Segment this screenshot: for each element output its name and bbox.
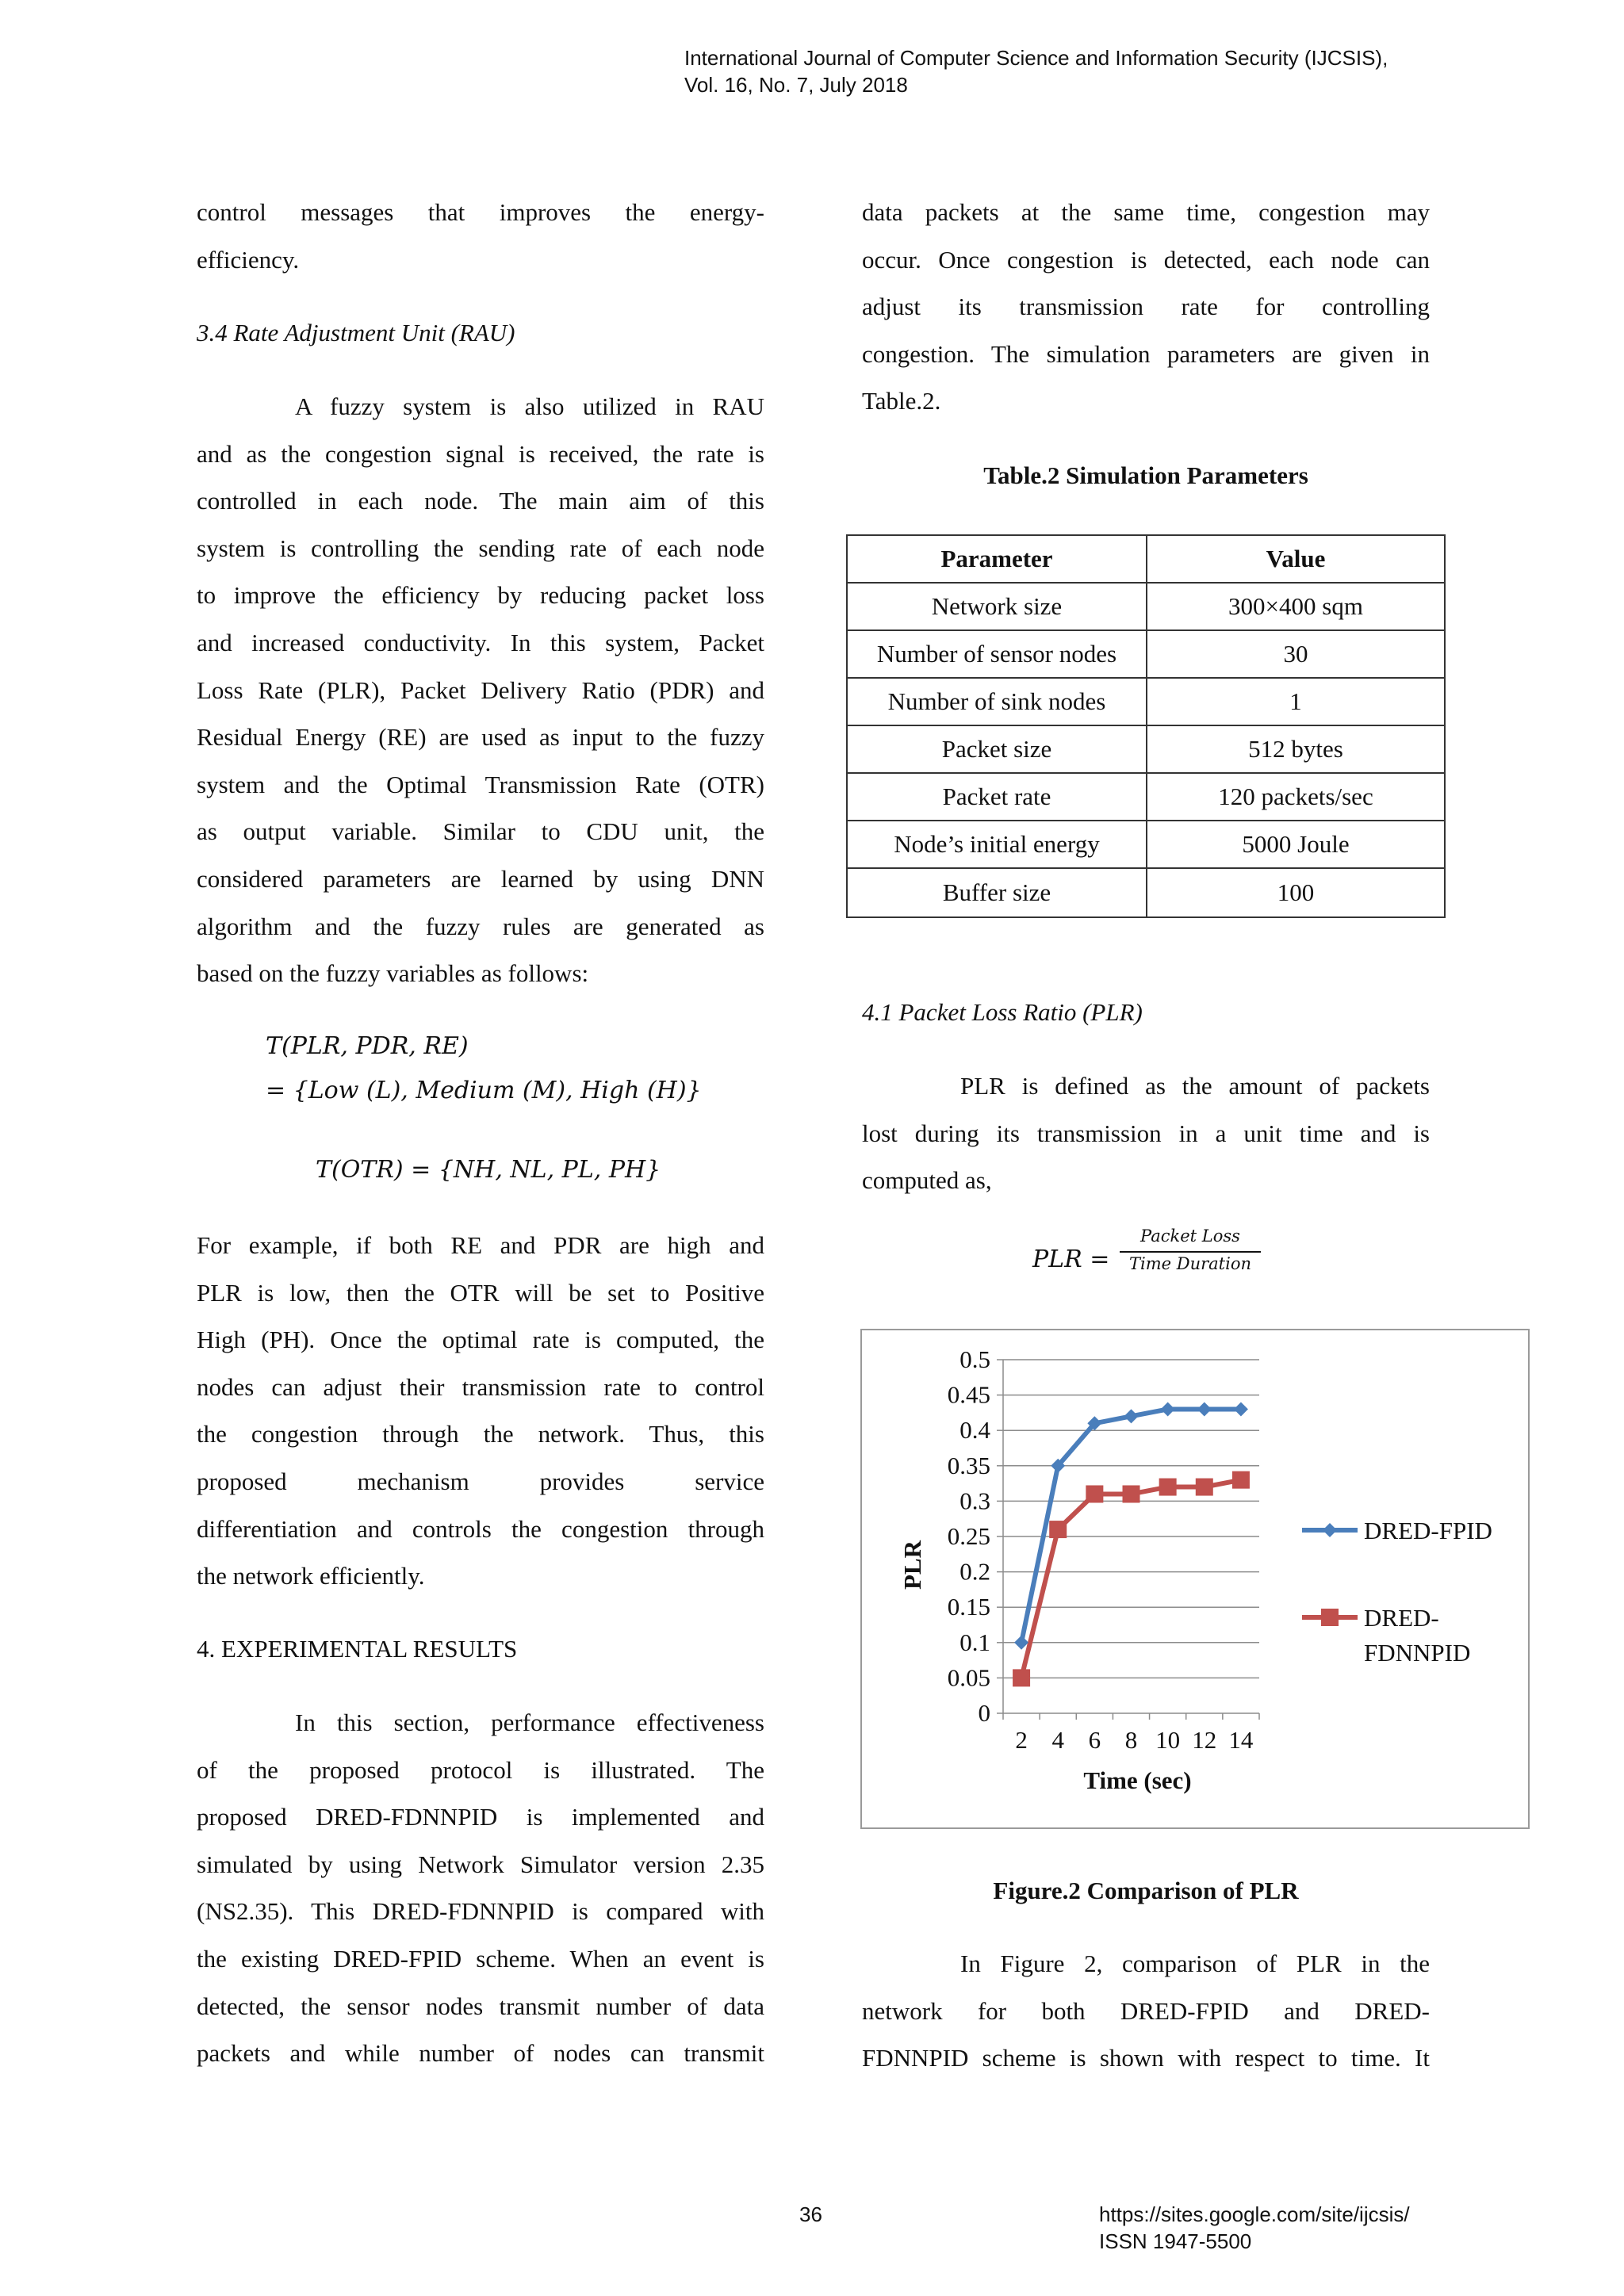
left-p3-line: In this section, performance effectiveness bbox=[295, 1709, 764, 1736]
equation-2: T(OTR) = {NH, NL, PL, PH} bbox=[316, 1156, 661, 1184]
x-tick-label: 8 bbox=[1124, 1726, 1138, 1754]
formula-denominator: Time Duration bbox=[1129, 1254, 1251, 1273]
table-row bbox=[847, 773, 1445, 821]
table-header-cell: Parameter bbox=[847, 535, 1147, 583]
x-tick-label: 12 bbox=[1192, 1726, 1217, 1754]
left-p2-line: High (PH). Once the optimal rate is computed, the bbox=[197, 1326, 764, 1354]
legend-label: DRED-FPID bbox=[1364, 1517, 1492, 1544]
left-p3-line: (NS2.35). This DRED-FDNNPID is compared with bbox=[197, 1897, 764, 1926]
table-row bbox=[847, 821, 1445, 868]
journal-header-line2: Vol. 16, No. 7, July 2018 bbox=[684, 73, 908, 97]
left-p3-line: the existing DRED-FPID scheme. When an event is bbox=[197, 1944, 764, 1973]
left-p1-line: Residual Energy (RE) are used as input to the fuzzy bbox=[197, 723, 764, 752]
data-point-dred-fpid bbox=[1197, 1402, 1212, 1416]
table-cell: 512 bytes bbox=[1147, 725, 1445, 773]
x-tick-label: 14 bbox=[1228, 1726, 1254, 1754]
left-p2-line: proposed mechanism provides service bbox=[197, 1467, 764, 1495]
x-tick-label: 2 bbox=[1015, 1726, 1028, 1754]
footer-issn: ISSN 1947-5500 bbox=[1099, 2229, 1252, 2253]
legend-label: FDNNPID bbox=[1364, 1639, 1471, 1667]
y-tick-label: 0.05 bbox=[947, 1663, 990, 1692]
right-p1-line: lost during its transmission in a unit time and is bbox=[862, 1119, 1430, 1147]
table-row bbox=[847, 630, 1445, 678]
left-p1-line: and increased conductivity. In this system, Packet bbox=[197, 628, 764, 656]
right-p0-line: congestion. The simulation parameters are given in bbox=[862, 339, 1430, 368]
equation-1-line-a: T(PLR, PDR, RE) bbox=[266, 1032, 469, 1060]
plr-chart bbox=[862, 1330, 1528, 1827]
left-p1-line: system and the Optimal Transmission Rate (OTR) bbox=[197, 770, 764, 798]
left-p3-line: packets and while number of nodes can transmit bbox=[197, 2039, 764, 2068]
right-p0-line: data packets at the same time, congestion may bbox=[862, 198, 1430, 226]
y-tick-label: 0 bbox=[978, 1699, 990, 1727]
table-cell: Packet rate bbox=[847, 773, 1147, 821]
table-header-cell: Value bbox=[1147, 535, 1445, 583]
left-p1-line: as output variable. Similar to CDU unit, the bbox=[197, 817, 764, 846]
left-p1-line: Loss Rate (PLR), Packet Delivery Ratio (PDR) and bbox=[197, 675, 764, 704]
left-p1-line: and as the congestion signal is received, the rate is bbox=[197, 439, 764, 468]
heading-4: 4. EXPERIMENTAL RESULTS bbox=[197, 1635, 518, 1663]
table-cell: 300×400 sqm bbox=[1147, 583, 1445, 630]
right-p0-line: Table.2. bbox=[862, 387, 941, 415]
data-point-dred-fdnnpid bbox=[1013, 1669, 1030, 1686]
right-paragraph-0 bbox=[862, 189, 1430, 425]
left-p1-line: A fuzzy system is also utilized in RAU bbox=[295, 392, 764, 420]
left-paragraph-3 bbox=[197, 1699, 764, 2077]
left-p3-line: detected, the sensor nodes transmit number of data bbox=[197, 1992, 764, 2020]
table-caption: Table.2 Simulation Parameters bbox=[983, 461, 1308, 489]
data-point-dred-fdnnpid bbox=[1196, 1479, 1213, 1496]
right-p1-line: computed as, bbox=[862, 1166, 992, 1195]
legend-swatch-marker bbox=[1321, 1609, 1339, 1626]
left-p1-line: algorithm and the fuzzy rules are generated as bbox=[197, 912, 764, 940]
left-column bbox=[197, 189, 764, 283]
left-p3-line: proposed DRED-FDNNPID is implemented and bbox=[197, 1803, 764, 1831]
journal-header bbox=[684, 44, 1388, 98]
table-cell: Buffer size bbox=[847, 868, 1147, 917]
data-point-dred-fpid bbox=[1161, 1402, 1175, 1416]
series-line-dred-fdnnpid bbox=[1021, 1480, 1241, 1678]
formula-fraction-bar bbox=[1120, 1251, 1261, 1253]
right-paragraph-1 bbox=[862, 1062, 1430, 1204]
x-tick-label: 6 bbox=[1088, 1726, 1101, 1754]
footer-url: https://sites.google.com/site/ijcsis/ bbox=[1099, 2202, 1410, 2226]
x-tick-label: 10 bbox=[1155, 1726, 1181, 1754]
table-cell: Packet size bbox=[847, 725, 1147, 773]
left-p1-line: system is controlling the sending rate of each node bbox=[197, 534, 764, 562]
right-p0-line: adjust its transmission rate for controlling bbox=[862, 293, 1430, 321]
y-axis-title: PLR bbox=[898, 1540, 926, 1590]
left-p1-line: based on the fuzzy variables as follows: bbox=[197, 959, 589, 988]
left-p2-line: For example, if both RE and PDR are high and bbox=[197, 1231, 764, 1259]
left-p2-line: PLR is low, then the OTR will be set to Positive bbox=[197, 1278, 764, 1307]
table-cell: 1 bbox=[1147, 678, 1445, 725]
table-cell: Network size bbox=[847, 583, 1147, 630]
left-p3-line: simulated by using Network Simulator version 2.35 bbox=[197, 1850, 764, 1878]
right-p2-line: network for both DRED-FPID and DRED- bbox=[862, 1996, 1430, 2025]
table-cell: Number of sensor nodes bbox=[847, 630, 1147, 678]
y-tick-label: 0.25 bbox=[947, 1522, 990, 1550]
left-paragraph-1 bbox=[197, 383, 764, 997]
data-point-dred-fpid bbox=[1124, 1409, 1139, 1423]
left-p3-line: of the proposed protocol is illustrated. The bbox=[197, 1755, 764, 1784]
table-row bbox=[847, 583, 1445, 630]
right-paragraph-2 bbox=[862, 1940, 1430, 2082]
left-p2-line: the congestion through the network. Thus, this bbox=[197, 1420, 764, 1448]
right-p0-line: occur. Once congestion is detected, each node can bbox=[862, 245, 1430, 274]
table-row bbox=[847, 678, 1445, 725]
left-p0-line: control messages that improves the energy- bbox=[197, 198, 764, 226]
left-p2-line: differentiation and controls the congestion through bbox=[197, 1514, 764, 1543]
y-tick-label: 0.5 bbox=[959, 1345, 990, 1373]
right-p2-line: In Figure 2, comparison of PLR in the bbox=[960, 1950, 1430, 1977]
table-row bbox=[847, 868, 1445, 917]
plr-chart-frame bbox=[860, 1329, 1530, 1829]
formula-lhs: PLR = bbox=[1032, 1246, 1110, 1273]
left-p1-line: to improve the efficiency by reducing packet loss bbox=[197, 581, 764, 610]
data-point-dred-fdnnpid bbox=[1159, 1479, 1177, 1496]
y-tick-label: 0.4 bbox=[959, 1416, 990, 1445]
left-p0-line: efficiency. bbox=[197, 245, 300, 274]
page-number: 36 bbox=[799, 2202, 822, 2226]
table-row bbox=[847, 725, 1445, 773]
table-cell: 100 bbox=[1147, 868, 1445, 917]
y-tick-label: 0.15 bbox=[947, 1593, 990, 1621]
equation-1-line-b: = {Low (L), Medium (M), High (H)} bbox=[266, 1077, 702, 1104]
y-tick-label: 0.1 bbox=[959, 1628, 990, 1656]
table-cell: Node’s initial energy bbox=[847, 821, 1147, 868]
heading-3-4: 3.4 Rate Adjustment Unit (RAU) bbox=[197, 319, 515, 346]
x-tick-label: 4 bbox=[1051, 1726, 1064, 1754]
y-tick-label: 0.45 bbox=[947, 1380, 990, 1409]
table-cell: Number of sink nodes bbox=[847, 678, 1147, 725]
left-paragraph-2 bbox=[197, 1222, 764, 1600]
table-cell: 30 bbox=[1147, 630, 1445, 678]
data-point-dred-fdnnpid bbox=[1049, 1521, 1067, 1538]
y-tick-label: 0.3 bbox=[959, 1487, 990, 1515]
data-point-dred-fdnnpid bbox=[1232, 1471, 1250, 1489]
table-header-row bbox=[847, 535, 1445, 583]
data-point-dred-fdnnpid bbox=[1123, 1485, 1140, 1502]
journal-header-line1: International Journal of Computer Science and Information Security (IJCSIS), bbox=[684, 46, 1388, 70]
table-cell: 120 packets/sec bbox=[1147, 773, 1445, 821]
table-cell: 5000 Joule bbox=[1147, 821, 1445, 868]
x-axis-title: Time (sec) bbox=[1083, 1766, 1192, 1794]
left-p1-line: considered parameters are learned by using DNN bbox=[197, 864, 764, 893]
y-tick-label: 0.35 bbox=[947, 1451, 990, 1479]
right-p1-line: PLR is defined as the amount of packets bbox=[960, 1072, 1430, 1100]
formula-numerator: Packet Loss bbox=[1140, 1226, 1240, 1246]
heading-4-1: 4.1 Packet Loss Ratio (PLR) bbox=[862, 998, 1143, 1026]
y-tick-label: 0.2 bbox=[959, 1557, 990, 1586]
data-point-dred-fdnnpid bbox=[1086, 1485, 1103, 1502]
left-p2-line: the network efficiently. bbox=[197, 1562, 425, 1590]
figure-caption: Figure.2 Comparison of PLR bbox=[993, 1877, 1299, 1904]
left-p1-line: controlled in each node. The main aim of this bbox=[197, 487, 764, 515]
legend-label: DRED- bbox=[1364, 1604, 1439, 1632]
right-p2-line: FDNNPID scheme is shown with respect to time. It bbox=[862, 2044, 1430, 2072]
data-point-dred-fpid bbox=[1234, 1402, 1248, 1416]
left-p2-line: nodes can adjust their transmission rate to control bbox=[197, 1372, 764, 1401]
data-point-dred-fpid bbox=[1014, 1636, 1028, 1650]
legend-swatch-marker bbox=[1323, 1523, 1337, 1537]
simulation-parameters-table bbox=[846, 534, 1446, 918]
